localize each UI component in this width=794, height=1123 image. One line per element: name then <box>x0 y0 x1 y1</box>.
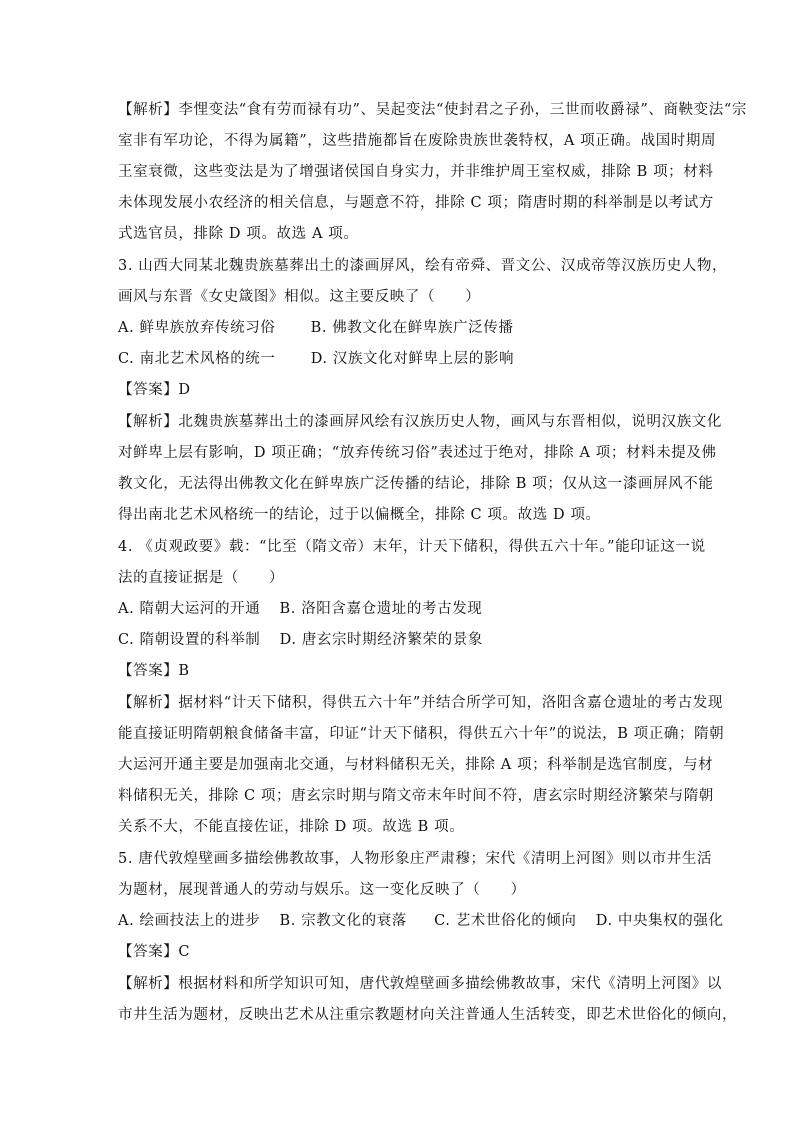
option-a: A. 隋朝大运河的开通 <box>118 601 261 617</box>
analysis-line: 未体现发展小农经济的相关信息，与题意不符，排除 C 项；隋唐时期的科举制是以考试方 <box>118 195 714 211</box>
analysis-line: 能直接证明隋朝粮食储备丰富，印证“计天下储积，得供五六十年”的说法，B 项正确；隋朝 <box>118 726 725 742</box>
answer-line: 【答案】C <box>118 944 191 960</box>
analysis-line: 式选官员，排除 D 项。故选 A 项。 <box>118 226 359 242</box>
question-stem-line: 5. 唐代敦煌壁画多描绘佛教故事，人物形象庄严肃穆；宋代《清明上河图》则以市井生活 <box>118 851 713 867</box>
option-b: B. 佛教文化在鲜卑族广泛传播 <box>310 320 514 336</box>
option-d: D. 汉族文化对鲜卑上层的影响 <box>310 351 515 367</box>
analysis-line: 【解析】李悝变法“食有劳而禄有功”、吴起变法“使封君之子孙，三世而收爵禄”、商鞅变法“宗 <box>118 102 747 118</box>
options-row <box>118 318 678 338</box>
question-stem-line: 画风与东晋《女史箴图》相似。这主要反映了（ ） <box>118 289 481 305</box>
options-row <box>118 349 678 369</box>
option-d: D. 唐玄宗时期经济繁荣的景象 <box>279 632 483 648</box>
option-a: A. 绘画技法上的进步 <box>118 913 261 929</box>
analysis-line: 市井生活为题材，反映出艺术从注重宗教题材向关注普通人生活转变，即艺术世俗化的倾向， <box>118 1007 738 1023</box>
answer-line: 【答案】D <box>118 382 191 398</box>
analysis-line: 室非有军功论，不得为属籍”，这些措施都旨在废除贵族世袭特权，A 项正确。战国时期周 <box>118 133 717 149</box>
options-row <box>118 911 724 931</box>
analysis-line: 【解析】北魏贵族墓葬出土的漆画屏风绘有汉族历史人物，画风与东晋相似，说明汉族文化 <box>118 414 722 430</box>
question-stem-line: 3. 山西大同某北魏贵族墓葬出土的漆画屏风，绘有帝舜、晋文公、汉成帝等汉族历史人物， <box>118 258 728 274</box>
question-stem-line: 为题材，展现普通人的劳动与娱乐。这一变化反映了（ ） <box>118 882 526 898</box>
option-b: B. 宗教文化的衰落 <box>279 913 407 929</box>
options-row <box>118 599 678 619</box>
analysis-line: 料储积无关，排除 C 项；唐玄宗时期与隋文帝末年时间不符，唐玄宗时期经济繁荣与隋朝 <box>118 788 714 804</box>
analysis-line: 教文化，无法得出佛教文化在鲜卑族广泛传播的结论，排除 B 项；仅从这一漆画屏风不能 <box>118 476 714 492</box>
analysis-line: 【解析】据材料“计天下储积，得供五六十年”并结合所学可知，洛阳含嘉仓遗址的考古发现 <box>118 695 723 711</box>
option-d: D. 中央集权的强化 <box>595 913 724 929</box>
options-row <box>118 630 678 650</box>
option-b: B. 洛阳含嘉仓遗址的考古发现 <box>279 601 483 617</box>
analysis-line: 【解析】根据材料和所学知识可知，唐代敦煌壁画多描绘佛教故事，宋代《清明上河图》以 <box>118 976 722 992</box>
option-c: C. 隋朝设置的科举制 <box>118 632 261 648</box>
option-c: C. 南北艺术风格的统一 <box>118 351 276 367</box>
option-a: A. 鲜卑族放弃传统习俗 <box>118 320 276 336</box>
analysis-line: 大运河开通主要是加强南北交通，与材料储积无关，排除 A 项；科举制是选官制度，与材 <box>118 757 714 773</box>
analysis-line: 王室衰微，这些变法是为了增强诸侯国自身实力，并非维护周王室权威，排除 B 项；材料 <box>118 164 714 180</box>
analysis-line: 关系不大，不能直接佐证，排除 D 项。故选 B 项。 <box>118 819 465 835</box>
option-c: C. 艺术世俗化的倾向 <box>434 913 577 929</box>
analysis-line: 对鲜卑上层有影响，D 项正确；“放弃传统习俗”表述过于绝对，排除 A 项；材料未提及佛 <box>118 445 717 461</box>
question-stem-line: 4. 《贞观政要》载：“比至（隋文帝）末年，计天下储积，得供五六十年。”能印证这一说 <box>118 539 706 555</box>
answer-line: 【答案】B <box>118 663 190 679</box>
question-stem-line: 法的直接证据是（ ） <box>118 570 285 586</box>
analysis-line: 得出南北艺术风格统一的结论，过于以偏概全，排除 C 项。故选 D 项。 <box>118 507 601 523</box>
